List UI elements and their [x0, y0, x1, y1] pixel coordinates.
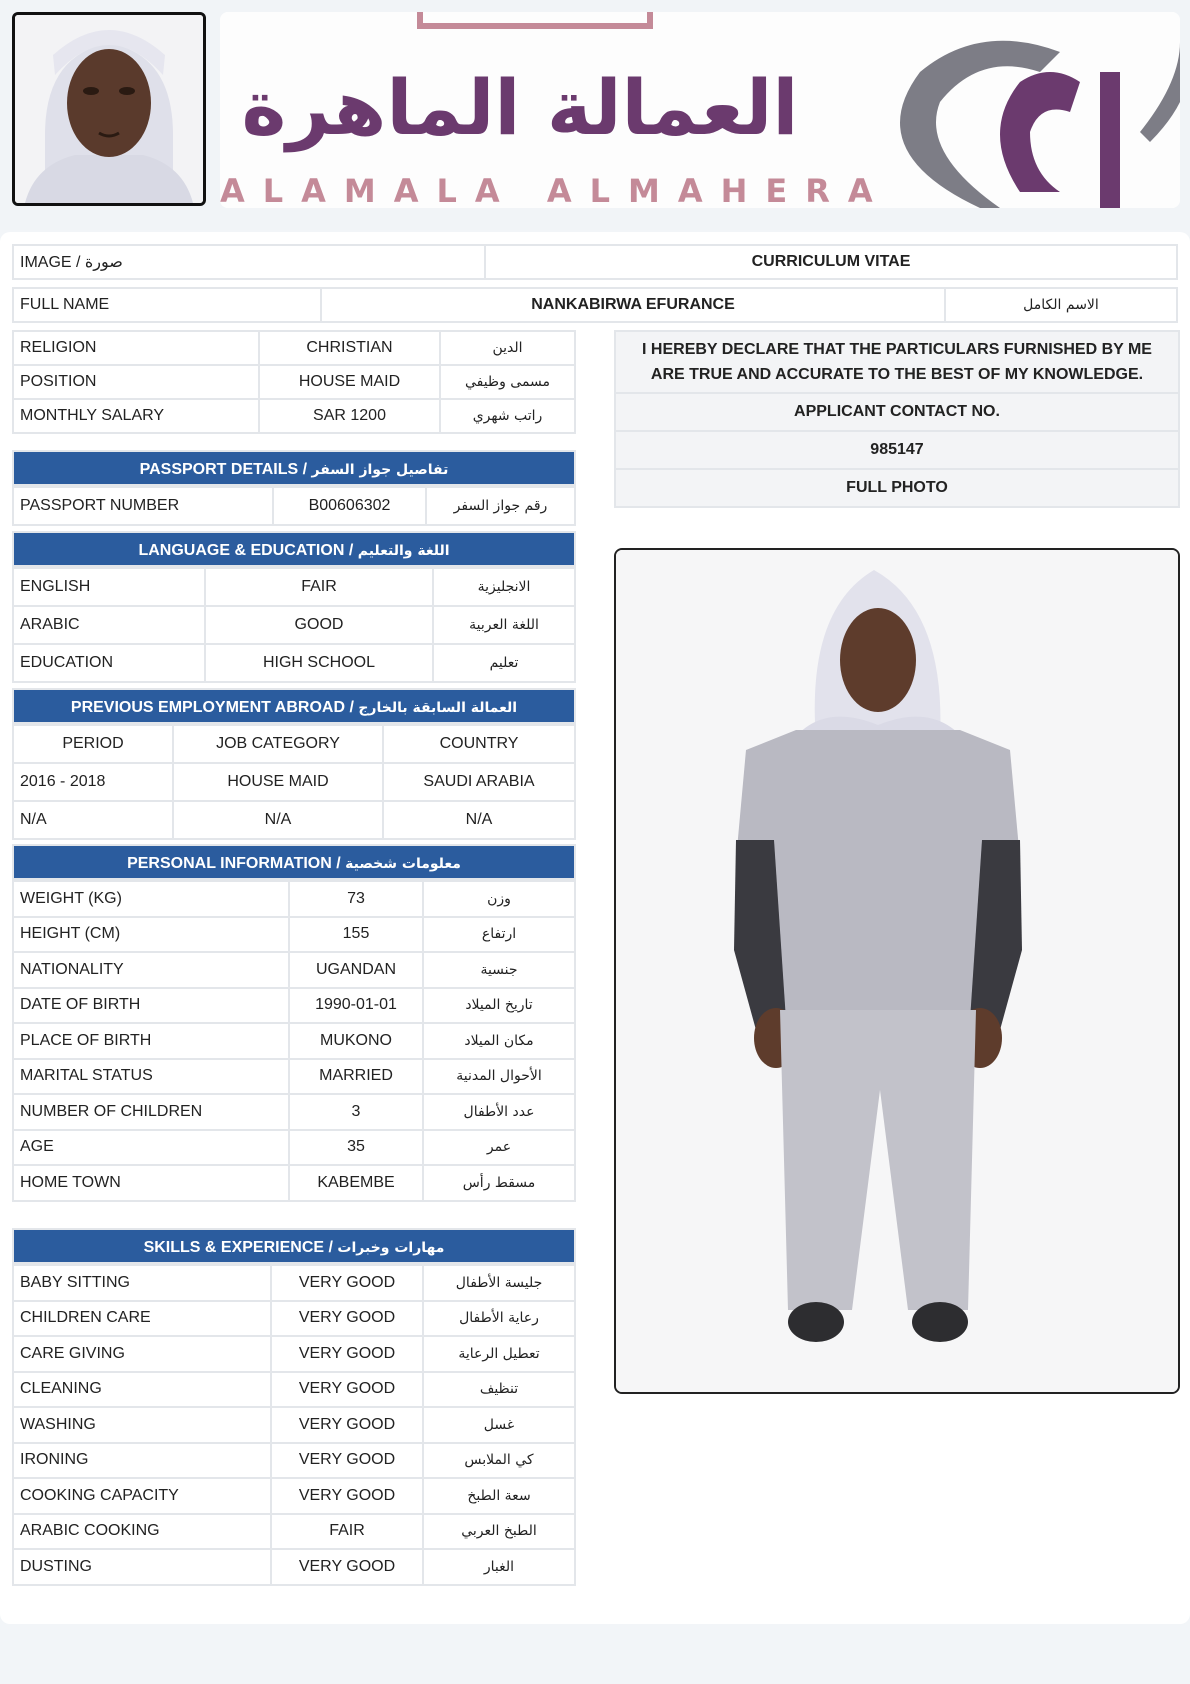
- row-value: B00606302: [273, 487, 426, 525]
- table-row: [13, 763, 575, 801]
- row-value: SAR 1200: [259, 399, 440, 433]
- basic-info-table: [12, 330, 576, 434]
- table-row: [13, 1265, 575, 1301]
- row-label: CARE GIVING: [13, 1336, 271, 1372]
- logo-latin-text: ALAMALA ALMAHERA: [220, 172, 891, 208]
- row-label-ar: اللغة العربية: [433, 606, 575, 644]
- row-value: GOOD: [205, 606, 433, 644]
- row-label: IRONING: [13, 1443, 271, 1479]
- column-header: PERIOD: [13, 725, 173, 763]
- table-row: [13, 1165, 575, 1201]
- country-cell: SAUDI ARABIA: [383, 763, 575, 801]
- column-header: JOB CATEGORY: [173, 725, 383, 763]
- row-label-ar: الانجليزية: [433, 568, 575, 606]
- skills-section-header: [12, 1228, 576, 1264]
- table-row: [13, 365, 575, 399]
- section-title-ar: معلومات شخصية: [345, 856, 461, 872]
- row-label-ar: تعليم: [433, 644, 575, 682]
- row-label-ar: غسل: [423, 1407, 575, 1443]
- row-value: VERY GOOD: [271, 1372, 423, 1408]
- row-label-ar: مسمى وظيفي: [440, 365, 575, 399]
- row-label: BABY SITTING: [13, 1265, 271, 1301]
- table-row: [13, 568, 575, 606]
- row-label: MARITAL STATUS: [13, 1059, 289, 1095]
- cv-title: CURRICULUM VITAE: [485, 245, 1177, 279]
- declaration-table: [614, 330, 1180, 508]
- row-label-ar: تاريخ الميلاد: [423, 988, 575, 1024]
- job-cell: N/A: [173, 801, 383, 839]
- section-title: SKILLS & EXPERIENCE /: [143, 1239, 338, 1256]
- row-label-ar: الغبار: [423, 1549, 575, 1585]
- table-row: [13, 1478, 575, 1514]
- table-row: [13, 1130, 575, 1166]
- full-body-image: [616, 550, 1178, 1392]
- row-label-ar: مسقط رأس: [423, 1165, 575, 1201]
- row-label-ar: كي الملابس: [423, 1443, 575, 1479]
- table-row: [13, 1514, 575, 1550]
- skills-section: [12, 1228, 576, 1586]
- column-header: COUNTRY: [383, 725, 575, 763]
- row-label: ARABIC: [13, 606, 205, 644]
- row-label-ar: الأحوال المدنية: [423, 1059, 575, 1095]
- table-row: [13, 801, 575, 839]
- personal-section-header: [12, 844, 576, 880]
- row-value: 73: [289, 881, 423, 917]
- row-label: DUSTING: [13, 1549, 271, 1585]
- table-row: [13, 606, 575, 644]
- row-label-ar: رقم جواز السفر: [426, 487, 575, 525]
- language-section: [12, 531, 576, 683]
- table-row: [13, 1059, 575, 1095]
- row-label: PLACE OF BIRTH: [13, 1023, 289, 1059]
- table-row: [13, 988, 575, 1024]
- period-cell: 2016 - 2018: [13, 763, 173, 801]
- full-name-label: FULL NAME: [13, 288, 321, 322]
- full-name-value: NANKABIRWA EFURANCE: [321, 288, 945, 322]
- row-label: RELIGION: [13, 331, 259, 365]
- row-label: CHILDREN CARE: [13, 1301, 271, 1337]
- row-value: MUKONO: [289, 1023, 423, 1059]
- row-label: HEIGHT (CM): [13, 917, 289, 953]
- row-value: VERY GOOD: [271, 1443, 423, 1479]
- table-row: [13, 1549, 575, 1585]
- row-label: ARABIC COOKING: [13, 1514, 271, 1550]
- section-title-ar: اللغة والتعليم: [357, 543, 450, 559]
- row-value: KABEMBE: [289, 1165, 423, 1201]
- row-value: VERY GOOD: [271, 1301, 423, 1337]
- table-row: [13, 1407, 575, 1443]
- logo-arabic-text: العمالة الماهرة: [241, 63, 799, 152]
- title-row: [12, 244, 1178, 280]
- full-name-row: [12, 287, 1178, 323]
- row-label: COOKING CAPACITY: [13, 1478, 271, 1514]
- table-header-row: [13, 725, 575, 763]
- declaration-text: I HEREBY DECLARE THAT THE PARTICULARS FURNISHED BY ME ARE TRUE AND ACCURATE TO THE BEST OF MY KNOWLEDGE.: [615, 331, 1179, 393]
- row-label-ar: تنظيف: [423, 1372, 575, 1408]
- row-value: VERY GOOD: [271, 1265, 423, 1301]
- row-value: FAIR: [271, 1514, 423, 1550]
- row-label: EDUCATION: [13, 644, 205, 682]
- row-label-ar: جنسية: [423, 952, 575, 988]
- row-label-ar: عمر: [423, 1130, 575, 1166]
- row-value: 155: [289, 917, 423, 953]
- row-label-ar: سعة الطبخ: [423, 1478, 575, 1514]
- personal-section: [12, 844, 576, 1202]
- row-label-ar: ارتفاع: [423, 917, 575, 953]
- section-title-ar: مهارات وخبرات: [337, 1240, 445, 1256]
- table-row: [13, 399, 575, 433]
- section-title-ar: العمالة السابقة بالخارج: [358, 700, 518, 716]
- row-label-ar: راتب شهري: [440, 399, 575, 433]
- section-title: PERSONAL INFORMATION /: [127, 855, 346, 872]
- image-label: IMAGE / صورة: [13, 245, 485, 279]
- table-row: [13, 1336, 575, 1372]
- employment-section: [12, 688, 576, 840]
- full-photo-label: FULL PHOTO: [615, 469, 1179, 507]
- row-label-ar: رعاية الأطفال: [423, 1301, 575, 1337]
- row-label: WEIGHT (KG): [13, 881, 289, 917]
- table-row: [13, 917, 575, 953]
- contact-label: APPLICANT CONTACT NO.: [615, 393, 1179, 431]
- row-value: VERY GOOD: [271, 1549, 423, 1585]
- row-value: VERY GOOD: [271, 1407, 423, 1443]
- row-label-ar: وزن: [423, 881, 575, 917]
- row-label: CLEANING: [13, 1372, 271, 1408]
- row-label-ar: الطبخ العربي: [423, 1514, 575, 1550]
- row-label: POSITION: [13, 365, 259, 399]
- row-label-ar: مكان الميلاد: [423, 1023, 575, 1059]
- company-banner: [220, 12, 1180, 208]
- row-value: 35: [289, 1130, 423, 1166]
- table-row: [13, 1372, 575, 1408]
- row-value: HOUSE MAID: [259, 365, 440, 399]
- row-label: AGE: [13, 1130, 289, 1166]
- portrait-photo: [12, 12, 206, 206]
- row-value: CHRISTIAN: [259, 331, 440, 365]
- row-label: NATIONALITY: [13, 952, 289, 988]
- table-row: [13, 1301, 575, 1337]
- row-label: MONTHLY SALARY: [13, 399, 259, 433]
- row-value: HIGH SCHOOL: [205, 644, 433, 682]
- table-row: [13, 881, 575, 917]
- table-row: [13, 644, 575, 682]
- section-title: LANGUAGE & EDUCATION /: [138, 542, 358, 559]
- row-label: ENGLISH: [13, 568, 205, 606]
- table-row: [13, 1094, 575, 1130]
- row-value: UGANDAN: [289, 952, 423, 988]
- section-title: PREVIOUS EMPLOYMENT ABROAD /: [70, 699, 359, 716]
- row-value: 1990-01-01: [289, 988, 423, 1024]
- passport-section: [12, 450, 576, 526]
- row-label: HOME TOWN: [13, 1165, 289, 1201]
- period-cell: N/A: [13, 801, 173, 839]
- table-row: [13, 331, 575, 365]
- passport-section-header: [12, 450, 576, 486]
- row-value: 3: [289, 1094, 423, 1130]
- job-cell: HOUSE MAID: [173, 763, 383, 801]
- row-label: NUMBER OF CHILDREN: [13, 1094, 289, 1130]
- contact-value: 985147: [615, 431, 1179, 469]
- row-label-ar: عدد الأطفال: [423, 1094, 575, 1130]
- row-label-ar: جليسة الأطفال: [423, 1265, 575, 1301]
- language-section-header: [12, 531, 576, 567]
- table-row: [13, 952, 575, 988]
- row-label: DATE OF BIRTH: [13, 988, 289, 1024]
- row-value: VERY GOOD: [271, 1478, 423, 1514]
- row-label-ar: تعطيل الرعاية: [423, 1336, 575, 1372]
- table-row: [13, 1443, 575, 1479]
- row-value: FAIR: [205, 568, 433, 606]
- full-body-photo: [614, 548, 1180, 1394]
- section-title: PASSPORT DETAILS /: [139, 461, 312, 478]
- row-value: VERY GOOD: [271, 1336, 423, 1372]
- row-label-ar: الدين: [440, 331, 575, 365]
- country-cell: N/A: [383, 801, 575, 839]
- row-value: MARRIED: [289, 1059, 423, 1095]
- row-label: PASSPORT NUMBER: [13, 487, 273, 525]
- full-name-label-ar: الاسم الكامل: [945, 288, 1177, 322]
- table-row: [13, 487, 575, 525]
- employment-section-header: [12, 688, 576, 724]
- section-title-ar: تفاصيل جواز السفر: [311, 462, 449, 478]
- portrait-image: [15, 15, 203, 203]
- row-label: WASHING: [13, 1407, 271, 1443]
- table-row: [13, 1023, 575, 1059]
- page-header: [0, 0, 1190, 230]
